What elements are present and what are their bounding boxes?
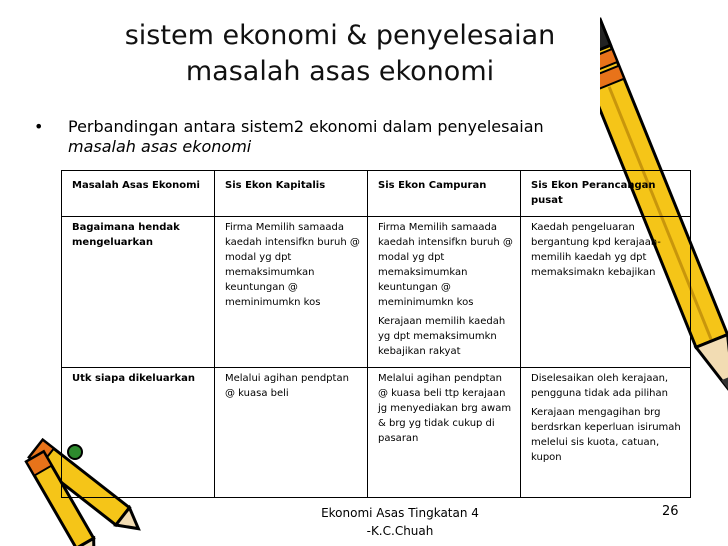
bullet-text-main: Perbandingan antara sistem2 ekonomi dalam penyelesaian (68, 117, 544, 136)
table-cell (368, 217, 521, 368)
table-header-row (62, 171, 691, 217)
page-number: 26 (662, 504, 679, 519)
table-cell-problem: Utk siapa dikeluarkan (62, 368, 215, 498)
table-cell (215, 217, 368, 368)
slide-title-line2: masalah asas ekonomi (185, 56, 495, 87)
cell-text: Kaedah pengeluaran bergantung kpd kerajaan- memilih kaedah yg dpt memaksimakn kebajikan (531, 222, 661, 278)
table-cell (368, 368, 521, 498)
comparison-table (61, 170, 691, 498)
cell-text: Melalui agihan pendptan @ kuasa beli ttp kerajaan jg menyediakan brg awam & brg yg tidak cukup di pasaran (378, 373, 512, 444)
bullet-text-italic: masalah asas ekonomi (68, 137, 252, 156)
slide-title (60, 18, 620, 90)
footer-line1: Ekonomi Asas Tingkatan 4 (321, 506, 479, 520)
table-cell-problem: Bagaimana hendak mengeluarkan (62, 217, 215, 368)
table-cell (521, 368, 691, 498)
cell-text: Kerajaan memilih kaedah yg dpt memaksimumkn kebajikan rakyat (378, 316, 506, 357)
bullet-mark: • (34, 117, 44, 136)
table-header-cell: Sis Ekon Kapitalis (215, 171, 368, 217)
table-cell (521, 217, 691, 368)
cell-text: Melalui agihan pendptan @ kuasa beli (225, 373, 349, 399)
cell-text: Firma Memilih samaada kaedah intensifkn buruh @ modal yg dpt memaksimumkan keuntungan @ meminimumkn kos (225, 222, 360, 308)
table-header-cell: Masalah Asas Ekonomi (62, 171, 215, 217)
bullet-text (68, 117, 648, 157)
cell-text: Diselesaikan oleh kerajaan, pengguna tidak ada pilihan (531, 373, 669, 399)
cell-text: Kerajaan mengagihan brg berdsrkan keperluan isirumah melelui sis kuota, catuan, kupon (531, 407, 681, 463)
table-header-cell: Sis Ekon Perancangan pusat (521, 171, 691, 217)
slide-footer (300, 504, 500, 540)
slide-title-line1: sistem ekonomi & penyelesaian (124, 20, 556, 51)
table-cell (215, 368, 368, 498)
table-header-cell: Sis Ekon Campuran (368, 171, 521, 217)
cell-text: Firma Memilih samaada kaedah intensifkn buruh @ modal yg dpt memaksimumkan keuntungan @ meminimumkn kos (378, 222, 513, 308)
table-row (62, 217, 691, 368)
footer-line2: -K.C.Chuah (366, 524, 434, 538)
table-row (62, 368, 691, 498)
